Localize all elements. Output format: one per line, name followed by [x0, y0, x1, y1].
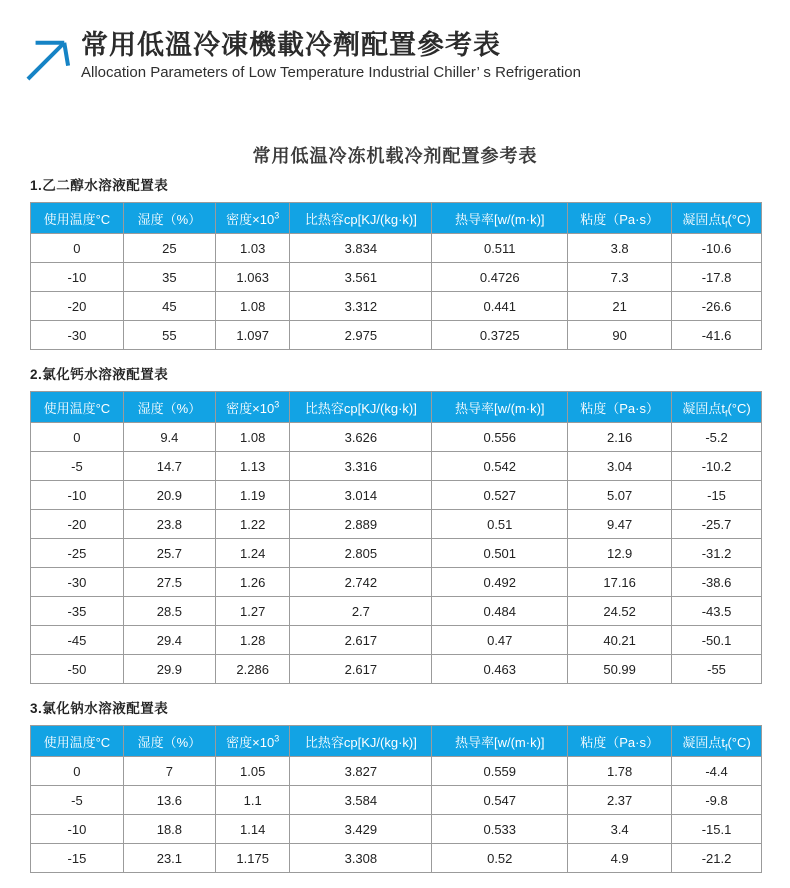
- table-row: [31, 452, 762, 481]
- table-cell: 0.527: [432, 481, 568, 510]
- column-header: 凝固点$t_f(^\circ C)$: [672, 392, 762, 423]
- column-header: 比热容cp[KJ/(kg·k)]: [290, 203, 432, 234]
- table-cell: 29.9: [123, 655, 215, 684]
- brand-subtitle: Allocation Parameters of Low Temperature Industrial Chiller’ s Refrigeration: [81, 64, 581, 82]
- table-row: [31, 510, 762, 539]
- table-cell: 3.626: [290, 423, 432, 452]
- table-cell: 1.22: [215, 510, 290, 539]
- table-cell: 0.556: [432, 423, 568, 452]
- table-cell: -10: [31, 815, 124, 844]
- table-cell: 1.175: [215, 844, 290, 873]
- table-cell: 2.975: [290, 321, 432, 350]
- table-cell: 3.429: [290, 815, 432, 844]
- table-row: [31, 423, 762, 452]
- column-header: 使用温度°C: [31, 203, 124, 234]
- table-cell: -31.2: [672, 539, 762, 568]
- table-row: [31, 263, 762, 292]
- table-cell: -55: [672, 655, 762, 684]
- table-row: [31, 292, 762, 321]
- table-cell: 0.51: [432, 510, 568, 539]
- column-header: 密度$\times 10^3$: [215, 392, 290, 423]
- table-cell: 45: [123, 292, 215, 321]
- column-header: 密度$\times 10^3$: [215, 203, 290, 234]
- table-cell: -15: [672, 481, 762, 510]
- table-cell: 1.1: [215, 786, 290, 815]
- column-header: 热导率[w/(m·k)]: [432, 726, 568, 757]
- table-cell: 24.52: [568, 597, 672, 626]
- table-cell: 25.7: [123, 539, 215, 568]
- table-cell: -50: [31, 655, 124, 684]
- table-cell: 3.308: [290, 844, 432, 873]
- table-row: [31, 568, 762, 597]
- table-row: [31, 321, 762, 350]
- up-right-arrow-icon: [26, 37, 70, 86]
- table-header: [31, 392, 762, 423]
- section-label: 1.乙二醇水溶液配置表: [30, 178, 169, 193]
- column-header: 比热容cp[KJ/(kg·k)]: [290, 392, 432, 423]
- table-cell: 0.47: [432, 626, 568, 655]
- column-header: 凝固点$t_f(^\circ C)$: [672, 203, 762, 234]
- table-row: [31, 757, 762, 786]
- table-cell: 25: [123, 234, 215, 263]
- table-cell: -25.7: [672, 510, 762, 539]
- table-body: [31, 234, 762, 350]
- table-cell: -5.2: [672, 423, 762, 452]
- table-cell: 1.08: [215, 423, 290, 452]
- table-cell: 0.533: [432, 815, 568, 844]
- table-cell: -15: [31, 844, 124, 873]
- table-cell: 2.7: [290, 597, 432, 626]
- table-body: [31, 757, 762, 873]
- table-row: [31, 815, 762, 844]
- column-header: 热导率[w/(m·k)]: [432, 203, 568, 234]
- header-row: [31, 203, 762, 234]
- table-cell: -43.5: [672, 597, 762, 626]
- table-cell: -20: [31, 292, 124, 321]
- table-cell: 28.5: [123, 597, 215, 626]
- table-cell: 0.547: [432, 786, 568, 815]
- table-cell: 1.28: [215, 626, 290, 655]
- table-cell: 2.617: [290, 626, 432, 655]
- table-header: [31, 726, 762, 757]
- table-cell: 1.03: [215, 234, 290, 263]
- table-cell: 1.13: [215, 452, 290, 481]
- table-cell: -38.6: [672, 568, 762, 597]
- table-cell: -17.8: [672, 263, 762, 292]
- column-header: 粘度（Pa·s）: [568, 726, 672, 757]
- table-cell: 20.9: [123, 481, 215, 510]
- table-body: [31, 423, 762, 684]
- table-cell: -45: [31, 626, 124, 655]
- table-header: [31, 203, 762, 234]
- table-cell: -30: [31, 321, 124, 350]
- section-calcium-chloride: [30, 363, 762, 684]
- table-cell: 2.37: [568, 786, 672, 815]
- table-cell: 23.1: [123, 844, 215, 873]
- table-cell: 9.4: [123, 423, 215, 452]
- table-cell: -26.6: [672, 292, 762, 321]
- table-cell: 0.52: [432, 844, 568, 873]
- data-table: [30, 391, 762, 684]
- table-cell: 3.827: [290, 757, 432, 786]
- table-cell: 1.19: [215, 481, 290, 510]
- column-header: 湿度（%）: [123, 392, 215, 423]
- table-cell: -50.1: [672, 626, 762, 655]
- document-title: 常用低温冷冻机载冷剂配置参考表: [252, 146, 538, 166]
- section-label: 3.氯化钠水溶液配置表: [30, 701, 169, 716]
- table-row: [31, 539, 762, 568]
- table-cell: -5: [31, 786, 124, 815]
- table-cell: 23.8: [123, 510, 215, 539]
- column-header: 粘度（Pa·s）: [568, 203, 672, 234]
- section-label: 2.氯化钙水溶液配置表: [30, 367, 169, 382]
- table-cell: 55: [123, 321, 215, 350]
- table-cell: 27.5: [123, 568, 215, 597]
- table-cell: 0.484: [432, 597, 568, 626]
- table-cell: 14.7: [123, 452, 215, 481]
- table-cell: 2.805: [290, 539, 432, 568]
- table-row: [31, 655, 762, 684]
- table-cell: 3.014: [290, 481, 432, 510]
- column-header: 密度$\times 10^3$: [215, 726, 290, 757]
- table-cell: 1.27: [215, 597, 290, 626]
- table-cell: -41.6: [672, 321, 762, 350]
- table-cell: 3.4: [568, 815, 672, 844]
- table-cell: 3.561: [290, 263, 432, 292]
- header-row: [31, 726, 762, 757]
- brand-title: 常用低溫冷凍機載冷劑配置參考表: [81, 30, 501, 60]
- column-header: 使用温度°C: [31, 392, 124, 423]
- table-cell: 0.492: [432, 568, 568, 597]
- table-cell: 40.21: [568, 626, 672, 655]
- table-cell: 3.584: [290, 786, 432, 815]
- column-header: 湿度（%）: [123, 203, 215, 234]
- table-cell: 0.441: [432, 292, 568, 321]
- table-cell: 0.542: [432, 452, 568, 481]
- table-cell: 0.559: [432, 757, 568, 786]
- table-cell: -10: [31, 481, 124, 510]
- table-row: [31, 626, 762, 655]
- table-cell: 2.742: [290, 568, 432, 597]
- table-cell: 0.501: [432, 539, 568, 568]
- table-cell: -10.2: [672, 452, 762, 481]
- table-cell: 35: [123, 263, 215, 292]
- table-cell: -20: [31, 510, 124, 539]
- table-cell: 0: [31, 423, 124, 452]
- table-cell: 1.097: [215, 321, 290, 350]
- table-cell: 1.063: [215, 263, 290, 292]
- table-cell: 7.3: [568, 263, 672, 292]
- column-header: 使用温度°C: [31, 726, 124, 757]
- table-cell: 1.78: [568, 757, 672, 786]
- table-cell: -10: [31, 263, 124, 292]
- table-cell: 0.3725: [432, 321, 568, 350]
- column-header: 凝固点$t_f(^\circ C)$: [672, 726, 762, 757]
- column-header: 粘度（Pa·s）: [568, 392, 672, 423]
- brand-text: [81, 30, 581, 81]
- table-row: [31, 597, 762, 626]
- table-cell: 2.16: [568, 423, 672, 452]
- table-cell: 3.834: [290, 234, 432, 263]
- table-cell: 7: [123, 757, 215, 786]
- table-cell: 2.889: [290, 510, 432, 539]
- table-row: [31, 481, 762, 510]
- table-cell: 0.4726: [432, 263, 568, 292]
- section-ethylene-glycol: [30, 174, 762, 350]
- table-cell: 13.6: [123, 786, 215, 815]
- column-header: 比热容cp[KJ/(kg·k)]: [290, 726, 432, 757]
- data-table: [30, 202, 762, 350]
- table-cell: -5: [31, 452, 124, 481]
- table-cell: 3.316: [290, 452, 432, 481]
- table-cell: -9.8: [672, 786, 762, 815]
- table-cell: -4.4: [672, 757, 762, 786]
- table-cell: -15.1: [672, 815, 762, 844]
- table-cell: 3.8: [568, 234, 672, 263]
- table-cell: -35: [31, 597, 124, 626]
- header-row: [31, 392, 762, 423]
- table-cell: 0: [31, 757, 124, 786]
- table-cell: 1.14: [215, 815, 290, 844]
- table-cell: 1.05: [215, 757, 290, 786]
- table-cell: -21.2: [672, 844, 762, 873]
- table-cell: 2.286: [215, 655, 290, 684]
- table-cell: -10.6: [672, 234, 762, 263]
- data-table: [30, 725, 762, 873]
- brand-header: [0, 0, 790, 86]
- table-cell: 1.26: [215, 568, 290, 597]
- table-cell: -25: [31, 539, 124, 568]
- table-cell: 0: [31, 234, 124, 263]
- table-cell: 21: [568, 292, 672, 321]
- table-cell: 50.99: [568, 655, 672, 684]
- table-row: [31, 234, 762, 263]
- table-cell: -30: [31, 568, 124, 597]
- table-cell: 3.04: [568, 452, 672, 481]
- table-cell: 0.511: [432, 234, 568, 263]
- table-row: [31, 786, 762, 815]
- table-cell: 12.9: [568, 539, 672, 568]
- table-cell: 1.08: [215, 292, 290, 321]
- table-cell: 1.24: [215, 539, 290, 568]
- table-cell: 2.617: [290, 655, 432, 684]
- table-cell: 0.463: [432, 655, 568, 684]
- table-row: [31, 844, 762, 873]
- section-sodium-chloride: [30, 697, 762, 873]
- column-header: 热导率[w/(m·k)]: [432, 392, 568, 423]
- table-cell: 90: [568, 321, 672, 350]
- table-cell: 4.9: [568, 844, 672, 873]
- table-cell: 5.07: [568, 481, 672, 510]
- table-cell: 18.8: [123, 815, 215, 844]
- table-cell: 9.47: [568, 510, 672, 539]
- table-cell: 17.16: [568, 568, 672, 597]
- table-cell: 3.312: [290, 292, 432, 321]
- table-cell: 29.4: [123, 626, 215, 655]
- column-header: 湿度（%）: [123, 726, 215, 757]
